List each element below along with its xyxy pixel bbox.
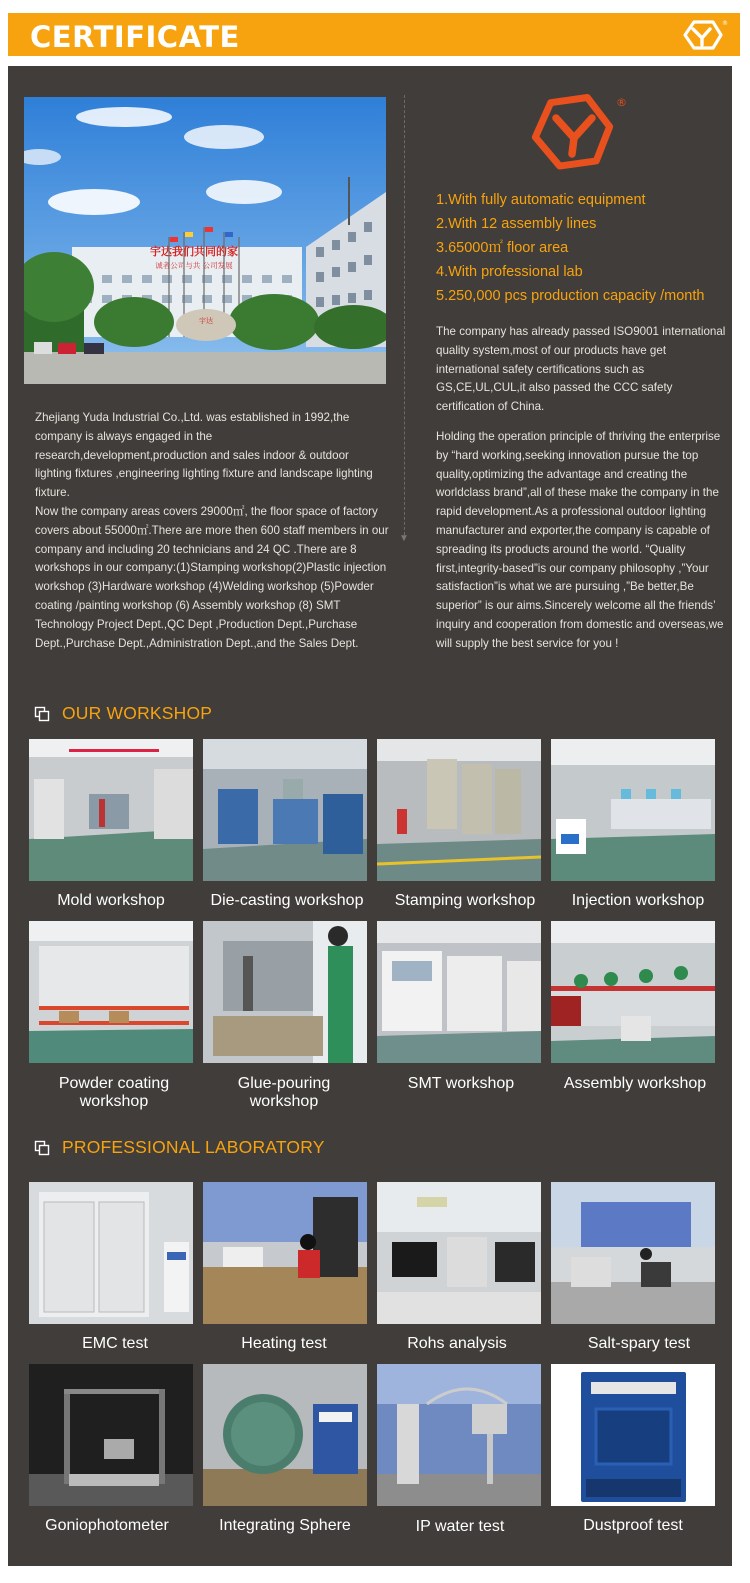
company-building-photo — [24, 97, 386, 384]
column-divider — [404, 95, 405, 540]
philosophy-paragraph: Holding the operation principle of thriving the enterprise by “hard working,seeking innovation pursue the top quality,optimizing the advantage and creating the worldclass brand”,all of these make the company in the rapid development.As a professional outdoor lighting manufacturer and exporter,the company is capable of spreading its products around the world. “Quality first,integrity-based”is our company philosophy ,”Your satisfaction”is what we are pursuing ,”Be better,Be superior” is our aims.Sincerely welcome all the friends’ inquiry and cooperation from domestic and overseas,we will supply the best service for you ! — [436, 430, 724, 650]
lab-photo — [551, 1364, 715, 1506]
feature-item: 3.65000㎡ floor area — [436, 240, 569, 256]
lab-caption: Goniophotometer — [45, 1517, 169, 1534]
lab-photo — [203, 1182, 367, 1324]
workshop-photo — [551, 921, 715, 1063]
workshop-photo — [377, 739, 541, 881]
workshop-photo — [203, 739, 367, 881]
registered-mark: ® — [722, 20, 728, 27]
workshop-caption: SMT workshop — [407, 1075, 515, 1092]
workshop-heading-text: OUR WORKSHOP — [62, 703, 213, 723]
brand-logo-icon — [520, 92, 630, 170]
feature-item: 5.250,000 pcs production capacity /month — [436, 288, 705, 304]
feature-item: 1.With fully automatic equipment — [436, 192, 646, 208]
workshop-photo — [377, 921, 541, 1063]
lab-caption: EMC test — [82, 1335, 148, 1352]
workshop-caption: Powder coating workshop — [58, 1075, 170, 1110]
workshop-photo — [29, 739, 193, 881]
lab-caption: Integrating Sphere — [219, 1517, 351, 1534]
workshop-photo — [29, 921, 193, 1063]
laboratory-heading — [34, 1137, 325, 1158]
feature-item: 2.With 12 assembly lines — [436, 216, 597, 232]
quality-paragraph: The company has already passed ISO9001 international quality system,most of our products have get international safety certifications such as GS,CE,UL,CUL,it also passed the CCC safety certification of China. — [436, 325, 726, 414]
workshop-caption: Die-casting workshop — [210, 892, 364, 909]
workshop-caption: Injection workshop — [571, 892, 705, 909]
building-sign-subtext: 诚者公司与共 公司发展 — [155, 261, 233, 270]
lab-caption: Salt-spary test — [587, 1335, 691, 1352]
lab-photo — [377, 1364, 541, 1506]
lab-caption: IP water test — [415, 1518, 505, 1535]
lab-caption: Heating test — [241, 1335, 327, 1352]
lab-photo — [203, 1364, 367, 1506]
copy-icon — [34, 706, 50, 722]
lab-photo — [377, 1182, 541, 1324]
lab-caption: Dustproof test — [583, 1517, 683, 1534]
workshop-caption: Mold workshop — [57, 892, 165, 909]
workshop-photo — [203, 921, 367, 1063]
workshop-caption: Stamping workshop — [394, 892, 536, 909]
lab-photo — [29, 1364, 193, 1506]
page-title: CERTIFICATE — [30, 20, 240, 54]
laboratory-heading-text: PROFESSIONAL LABORATORY — [62, 1137, 325, 1157]
lab-photo — [551, 1182, 715, 1324]
registered-mark: ® — [616, 96, 627, 109]
lab-photo — [29, 1182, 193, 1324]
workshop-photo — [551, 739, 715, 881]
divider-arrow-icon: ▼ — [399, 533, 409, 544]
building-sign-text: 宇达我们共同的家 — [150, 245, 238, 258]
copy-icon — [34, 1140, 50, 1156]
feature-list — [436, 188, 736, 308]
workshop-heading — [34, 703, 212, 724]
header-bar — [8, 13, 740, 56]
brand-logo-icon — [676, 16, 728, 54]
company-facilities-paragraph: Now the company areas covers 29000㎡, the floor space of factory covers about 55000㎡.There are more then 600 staff members in our company and including 20 technicians and 24 QC .There are 8 workshops in our company:(1)Stamping workshop(2)Plastic injection workshop (3)Hardware workshop (4)Welding workshop (5)Powder coating /painting workshop (6) Assembly workshop (8) SMT Technology Project Dept.,QC Dept ,Production Dept.,Purchase Dept.,Purchase Dept.,Administration Dept.,and the Sales Dept. — [35, 505, 389, 650]
workshop-caption: Glue-pouring workshop — [237, 1075, 331, 1110]
company-intro-paragraph: Zhejiang Yuda Industrial Co.,Ltd. was established in 1992,the company is always engaged in the research,development,production and sales indoor & outdoor lighting fixtures ,engineering lighting fixture and landscape lighting fixture. — [35, 411, 373, 500]
lab-caption: Rohs analysis — [407, 1335, 507, 1352]
feature-item: 4.With professional lab — [436, 264, 583, 280]
workshop-caption: Assembly workshop — [563, 1075, 707, 1092]
stone-text: 宇达 — [199, 317, 213, 325]
